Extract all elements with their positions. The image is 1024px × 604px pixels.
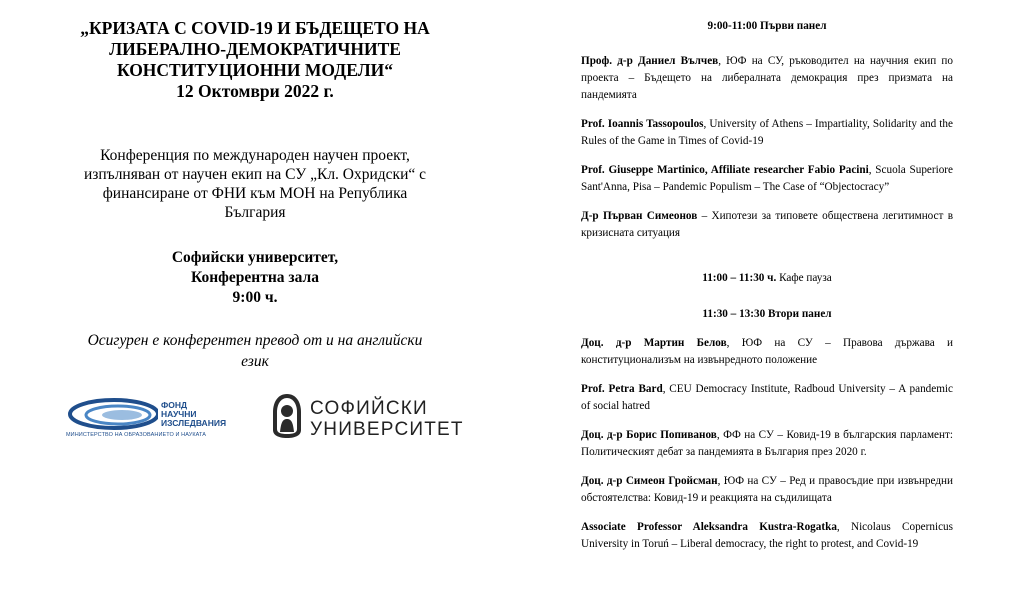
program-item	[581, 427, 953, 461]
left-column	[40, 0, 470, 372]
fni-ministry: МИНИСТЕРСТВО НА ОБРАЗОВАНИЕТО И НАУКАТА	[66, 432, 207, 438]
su-line: СОФИЙСКИ	[310, 398, 428, 419]
venue	[40, 248, 470, 308]
speaker: Prof. Ioannis Tassopoulos	[581, 118, 704, 130]
description-line: изпълняван от научен екип на СУ „Кл. Охридски“ с	[83, 166, 427, 183]
program-column	[581, 0, 953, 553]
program-item	[581, 116, 953, 150]
program-item	[581, 53, 953, 104]
fni-swoosh-icon	[66, 398, 158, 432]
program-item	[581, 381, 953, 415]
program-item	[581, 473, 953, 507]
panel2-heading: 11:30 – 13:30 Втори панел	[702, 308, 832, 320]
description-line: финансиране от ФНИ към МОН на Република	[102, 185, 408, 202]
su-name	[310, 398, 464, 440]
conference-description	[40, 146, 470, 222]
program-item	[581, 335, 953, 369]
fni-logo	[66, 392, 256, 442]
conference-title	[40, 18, 470, 81]
talk: , CEU Democracy Institute, Radboud University – A pandemic of social hatred	[581, 383, 953, 412]
talk: , ФФ на СУ – Ковид-19 в българския парламент: Политическият дебат за пандемията в България през 2020 г.	[581, 429, 953, 458]
translation-note	[40, 330, 470, 372]
speaker: Доц. д-р Мартин Белов	[581, 337, 727, 349]
coffee-break	[581, 270, 953, 287]
fni-line: ФОНД	[161, 400, 188, 410]
title-line: ЛИБЕРАЛНО-ДЕМОКРАТИЧНИТЕ	[109, 39, 401, 59]
talk: , Nicolaus Copernicus University in Toruń – Liberal democracy, the right to protest, and Covid-19	[581, 521, 953, 550]
fni-line: НАУЧНИ	[161, 409, 197, 419]
talk: – Хипотези за типовете обществена легитимност в кризисната ситуация	[581, 210, 953, 239]
note-line: Осигурен е конферентен превод от и на английски	[87, 332, 423, 349]
note-line: език	[241, 353, 269, 370]
description-line: Конференция по международен научен проект,	[100, 147, 410, 164]
title-line: КОНСТИТУЦИОННИ МОДЕЛИ“	[116, 60, 394, 80]
speaker: Доц. д-р Симеон Гройсман	[581, 475, 718, 487]
break-time: 11:00 – 11:30 ч.	[702, 272, 777, 284]
speaker: Associate Professor Aleksandra Kustra-Rogatka	[581, 521, 837, 533]
talk: , ЮФ на СУ – Ред и правосъдие при извънредни обстоятелства: Ковид-19 и реакцията на съдилищата	[581, 475, 954, 504]
fni-name	[161, 401, 226, 428]
program-item	[581, 519, 953, 553]
speaker: Доц. д-р Борис Попиванов	[581, 429, 717, 441]
fni-line: ИЗСЛЕДВАНИЯ	[161, 418, 227, 428]
talk: , ЮФ на СУ, ръководител на научния екип по проекта – Бъдещето на либералната демокрация през призмата на пандемията	[581, 55, 953, 101]
venue-line: Софийски университет,	[171, 249, 339, 266]
su-line: УНИВЕРСИТЕТ	[310, 419, 464, 440]
su-seal-icon	[270, 392, 304, 440]
title-line: „КРИЗАТА С COVID-19 И БЪДЕЩЕТО НА	[80, 18, 430, 38]
venue-line: 9:00 ч.	[232, 289, 278, 306]
speaker: Prof. Petra Bard	[581, 383, 663, 395]
panel1-heading: 9:00-11:00 Първи панел	[707, 20, 827, 32]
su-logo	[270, 392, 470, 442]
talk: , ЮФ на СУ – Правова държава и конституционализъм на извънредното положение	[581, 337, 954, 366]
description-line: България	[224, 204, 286, 221]
break-label: Кафе пауза	[776, 272, 832, 284]
speaker: Prof. Giuseppe Martinico, Affiliate researcher Fabio Pacini	[581, 164, 869, 176]
logos	[66, 392, 466, 442]
venue-line: Конферентна зала	[191, 269, 319, 286]
talk: , Scuola Superiore Sant'Anna, Pisa – Pandemic Populism – The Case of “Objectocracy”	[581, 164, 954, 193]
conference-date: 12 Октомври 2022 г.	[176, 81, 334, 101]
program-item	[581, 208, 953, 242]
speaker: Д-р Първан Симеонов	[581, 210, 698, 222]
speaker: Проф. д-р Даниел Вълчев	[581, 55, 719, 67]
program-item	[581, 162, 953, 196]
talk: , University of Athens – Impartiality, Solidarity and the Rules of the Game in Times of Covid-19	[581, 118, 953, 147]
